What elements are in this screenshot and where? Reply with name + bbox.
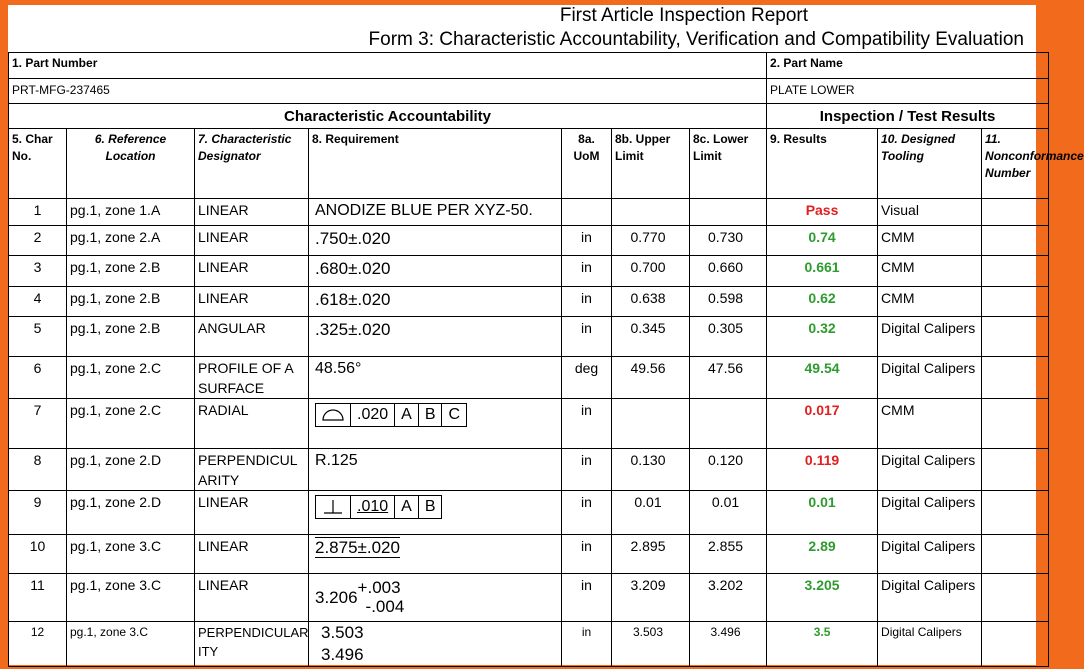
- nonconformance-number: [982, 535, 1049, 574]
- characteristic-designator: LINEAR: [195, 535, 309, 574]
- datum-a: A: [394, 496, 418, 518]
- lower-limit: 3.202: [690, 574, 767, 622]
- result: 0.74: [767, 226, 878, 256]
- char-no: 8: [9, 449, 67, 491]
- reference-location: pg.1, zone 2.B: [67, 317, 195, 357]
- reference-location: pg.1, zone 2.B: [67, 287, 195, 317]
- col-characteristic-designator: 7. Characteristic Designator: [195, 129, 309, 199]
- designed-tooling: CMM: [878, 287, 982, 317]
- table-row: [9, 535, 1049, 574]
- lower-limit: 3.496: [690, 622, 767, 667]
- characteristic-designator: PERPENDICULAR ITY: [195, 622, 309, 667]
- requirement: .618±.020: [309, 287, 562, 317]
- requirement: .680±.020: [309, 256, 562, 287]
- tolerance-value: .010: [350, 496, 394, 518]
- reference-location: pg.1, zone 2.D: [67, 449, 195, 491]
- requirement: [309, 399, 562, 449]
- result: 2.89: [767, 535, 878, 574]
- col-nonconformance-number: 11. Nonconformance Number: [982, 129, 1049, 199]
- requirement: R.125: [309, 449, 562, 491]
- upper-limit: 49.56: [612, 357, 690, 399]
- designed-tooling: Visual: [878, 199, 982, 226]
- char-no: 4: [9, 287, 67, 317]
- designed-tooling: CMM: [878, 399, 982, 449]
- lower-limit: 0.598: [690, 287, 767, 317]
- nonconformance-number: [982, 357, 1049, 399]
- section-characteristic-accountability: Characteristic Accountability: [9, 104, 767, 129]
- designed-tooling: Digital Calipers: [878, 317, 982, 357]
- uom: in: [562, 226, 612, 256]
- lower-limit: [690, 199, 767, 226]
- result: 0.62: [767, 287, 878, 317]
- nonconformance-number: [982, 622, 1049, 667]
- col-results: 9. Results: [767, 129, 878, 199]
- col-lower-limit: 8c. Lower Limit: [690, 129, 767, 199]
- designed-tooling: Digital Calipers: [878, 357, 982, 399]
- requirement: ANODIZE BLUE PER XYZ-50.: [309, 199, 562, 226]
- characteristic-designator: LINEAR: [195, 199, 309, 226]
- form-subtitle: Form 3: Characteristic Accountability, Verification and Compatibility Evaluation: [368, 29, 1024, 50]
- designed-tooling: Digital Calipers: [878, 491, 982, 535]
- upper-limit: 0.345: [612, 317, 690, 357]
- upper-limit: 0.638: [612, 287, 690, 317]
- result: 0.661: [767, 256, 878, 287]
- reference-location: pg.1, zone 3.C: [67, 535, 195, 574]
- characteristic-designator: LINEAR: [195, 287, 309, 317]
- reference-location: pg.1, zone 2.D: [67, 491, 195, 535]
- uom: in: [562, 449, 612, 491]
- characteristic-designator: LINEAR: [195, 256, 309, 287]
- table-row: [9, 491, 1049, 535]
- feature-control-frame: [315, 495, 442, 519]
- char-no: 11: [9, 574, 67, 622]
- result: 0.32: [767, 317, 878, 357]
- result: 3.5: [767, 622, 878, 667]
- upper-limit: [612, 199, 690, 226]
- result: 0.01: [767, 491, 878, 535]
- result: Pass: [767, 199, 878, 226]
- feature-control-frame: [315, 403, 467, 427]
- char-no: 1: [9, 199, 67, 226]
- table-row: [9, 287, 1049, 317]
- col-char-no: 5. Char No.: [9, 129, 67, 199]
- characteristic-designator: ANGULAR: [195, 317, 309, 357]
- char-no: 12: [9, 622, 67, 667]
- upper-limit: 0.770: [612, 226, 690, 256]
- result: 0.119: [767, 449, 878, 491]
- lower-limit: 0.730: [690, 226, 767, 256]
- table-row: [9, 256, 1049, 287]
- col-upper-limit: 8b. Upper Limit: [612, 129, 690, 199]
- uom: [562, 199, 612, 226]
- requirement: 2.875±.020: [309, 535, 562, 574]
- nonconformance-number: [982, 226, 1049, 256]
- upper-limit: 3.209: [612, 574, 690, 622]
- table-row: [9, 622, 1049, 667]
- table-row: [9, 574, 1049, 622]
- designed-tooling: CMM: [878, 256, 982, 287]
- table-row: [9, 226, 1049, 256]
- designed-tooling: Digital Calipers: [878, 622, 982, 667]
- lower-limit: 0.01: [690, 491, 767, 535]
- col-uom: 8a. UoM: [562, 129, 612, 199]
- col-designed-tooling: 10. Designed Tooling: [878, 129, 982, 199]
- col-reference-location: 6. Reference Location: [67, 129, 195, 199]
- upper-limit: 0.700: [612, 256, 690, 287]
- lower-limit: 0.305: [690, 317, 767, 357]
- uom: in: [562, 491, 612, 535]
- fai-form-sheet: [8, 5, 1084, 665]
- nonconformance-number: [982, 399, 1049, 449]
- uom: in: [562, 256, 612, 287]
- perpendicularity-icon: [316, 496, 350, 518]
- characteristic-designator: RADIAL: [195, 399, 309, 449]
- designed-tooling: Digital Calipers: [878, 449, 982, 491]
- char-no: 9: [9, 491, 67, 535]
- requirement: 3.206 +.003 -.004: [309, 574, 562, 622]
- reference-location: pg.1, zone 1.A: [67, 199, 195, 226]
- uom: in: [562, 574, 612, 622]
- uom: in: [562, 622, 612, 667]
- designed-tooling: Digital Calipers: [878, 574, 982, 622]
- reference-location: pg.1, zone 2.C: [67, 399, 195, 449]
- reference-location: pg.1, zone 3.C: [67, 622, 195, 667]
- nonconformance-number: [982, 449, 1049, 491]
- reference-location: pg.1, zone 2.A: [67, 226, 195, 256]
- result: 0.017: [767, 399, 878, 449]
- section-inspection-results: Inspection / Test Results: [767, 104, 1049, 129]
- table-row: [9, 399, 1049, 449]
- nonconformance-number: [982, 491, 1049, 535]
- requirement: .325±.020: [309, 317, 562, 357]
- char-no: 6: [9, 357, 67, 399]
- table-row: [9, 317, 1049, 357]
- upper-limit: 0.130: [612, 449, 690, 491]
- designed-tooling: CMM: [878, 226, 982, 256]
- char-no: 7: [9, 399, 67, 449]
- characteristic-designator: PERPENDICUL ARITY: [195, 449, 309, 491]
- characteristic-designator: LINEAR: [195, 491, 309, 535]
- result: 49.54: [767, 357, 878, 399]
- requirement: 3.503 3.496: [309, 622, 562, 667]
- table-row: [9, 449, 1049, 491]
- reference-location: pg.1, zone 2.B: [67, 256, 195, 287]
- table-row: [9, 199, 1049, 226]
- part-number-value: PRT-MFG-237465: [9, 79, 767, 104]
- uom: in: [562, 317, 612, 357]
- nonconformance-number: [982, 574, 1049, 622]
- part-name-label: 2. Part Name: [767, 53, 1049, 79]
- characteristic-designator: LINEAR: [195, 226, 309, 256]
- lower-limit: 2.855: [690, 535, 767, 574]
- upper-limit: [612, 399, 690, 449]
- upper-limit: 0.01: [612, 491, 690, 535]
- designed-tooling: Digital Calipers: [878, 535, 982, 574]
- char-no: 10: [9, 535, 67, 574]
- uom: in: [562, 399, 612, 449]
- uom: in: [562, 535, 612, 574]
- requirement: 48.56°: [309, 357, 562, 399]
- part-name-value: PLATE LOWER: [767, 79, 1049, 104]
- reference-location: pg.1, zone 3.C: [67, 574, 195, 622]
- datum-b: B: [418, 404, 442, 426]
- tolerance-value: .020: [350, 404, 394, 426]
- datum-b: B: [418, 496, 442, 518]
- report-title: First Article Inspection Report: [559, 5, 808, 26]
- table-row: [9, 357, 1049, 399]
- char-no: 2: [9, 226, 67, 256]
- nonconformance-number: [982, 199, 1049, 226]
- characteristic-designator: LINEAR: [195, 574, 309, 622]
- upper-limit: 3.503: [612, 622, 690, 667]
- requirement: [309, 491, 562, 535]
- part-number-label: 1. Part Number: [9, 53, 767, 79]
- datum-a: A: [394, 404, 418, 426]
- lower-limit: 47.56: [690, 357, 767, 399]
- col-requirement: 8. Requirement: [309, 129, 562, 199]
- result: 3.205: [767, 574, 878, 622]
- nonconformance-number: [982, 256, 1049, 287]
- reference-location: pg.1, zone 2.C: [67, 357, 195, 399]
- characteristic-designator: PROFILE OF A SURFACE: [195, 357, 309, 399]
- char-no: 5: [9, 317, 67, 357]
- upper-limit: 2.895: [612, 535, 690, 574]
- requirement: .750±.020: [309, 226, 562, 256]
- nonconformance-number: [982, 317, 1049, 357]
- lower-limit: [690, 399, 767, 449]
- char-no: 3: [9, 256, 67, 287]
- uom: deg: [562, 357, 612, 399]
- profile-of-line-icon: [316, 404, 350, 426]
- inspection-table: [8, 52, 1084, 667]
- lower-limit: 0.120: [690, 449, 767, 491]
- uom: in: [562, 287, 612, 317]
- lower-limit: 0.660: [690, 256, 767, 287]
- nonconformance-number: [982, 287, 1049, 317]
- datum-c: C: [441, 404, 466, 426]
